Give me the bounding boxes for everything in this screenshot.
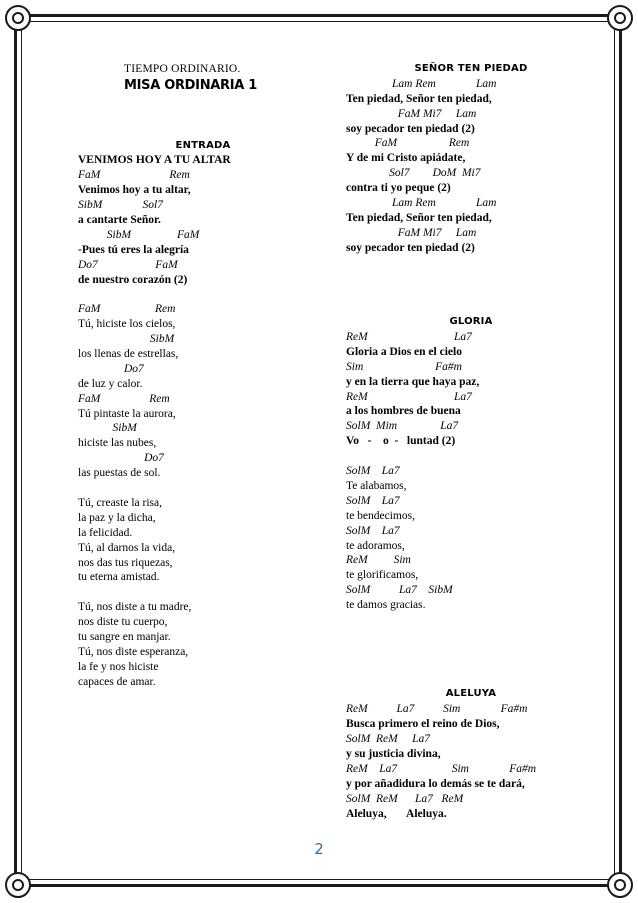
lyric-line: te glorificamos, (346, 569, 419, 582)
lyric-line: Y de mi Cristo apiádate, (346, 152, 466, 165)
chord-line: Do7 (78, 452, 164, 465)
chord-line: SolM ReM La7 ReM (346, 792, 464, 805)
lyric-line: soy pecador ten piedad (2) (346, 241, 475, 254)
lyric-line: nos diste tu cuerpo, (78, 616, 168, 629)
chord-line: SibM (78, 422, 137, 435)
chord-line: FaM Rem (78, 303, 176, 316)
blank-line (78, 287, 328, 302)
lyric-line: te bendecimos, (346, 509, 415, 522)
lyric-line: Ten piedad, Señor ten piedad, (346, 211, 492, 224)
chord-line: ReM La7 (346, 390, 472, 403)
lyric-line: Tú, creaste la risa, (78, 496, 162, 509)
liturgical-season: TIEMPO ORDINARIO. (124, 63, 241, 75)
lyric-line: Te alabamos, (346, 479, 407, 492)
section-title-aleluya: ALELUYA (445, 688, 497, 700)
chord-line: SolM Mim La7 (346, 420, 459, 433)
left-column (78, 62, 328, 690)
section-title-entrada: ENTRADA (175, 139, 231, 151)
song-entrada (78, 153, 328, 689)
lyric-line: nos das tus riquezas, (78, 556, 173, 569)
chord-line: SolM ReM La7 (346, 733, 431, 746)
lyric-line: las puestas de sol. (78, 467, 161, 480)
chord-line: Lam Rem Lam (346, 197, 497, 210)
lyric-line: y su justicia divina, (346, 747, 441, 760)
lyric-line: Aleluya, Aleluya. (346, 807, 447, 820)
song-aleluya (346, 702, 596, 821)
lyric-line: la fe y nos hiciste (78, 660, 159, 673)
chord-line: ReM Sim (346, 554, 411, 567)
blank-line (78, 481, 328, 496)
chord-line: SolM La7 SibM (346, 584, 453, 597)
corner-ornament-icon (607, 872, 633, 898)
blank-line (78, 585, 328, 600)
blank-line (346, 449, 596, 464)
lyric-line: Tú, nos diste a tu madre, (78, 601, 192, 614)
chord-line: ReM La7 Sim Fa#m (346, 762, 537, 775)
chord-line: Lam Rem Lam (346, 77, 497, 90)
chord-line: SolM La7 (346, 465, 400, 478)
chord-line: FaM Rem (346, 137, 470, 150)
chord-line: SolM La7 (346, 494, 400, 507)
lyric-line: Tú pintaste la aurora, (78, 407, 176, 420)
chord-line: Sol7 DoM Mi7 (346, 167, 481, 180)
chord-line: FaM Rem (78, 169, 190, 182)
lyric-line: tu eterna amistad. (78, 571, 160, 584)
song-gloria (346, 330, 596, 613)
lyric-line: Gloria a Dios en el cielo (346, 345, 462, 358)
lyric-line: y en la tierra que haya paz, (346, 375, 480, 388)
lyric-line: soy pecador ten piedad (2) (346, 122, 475, 135)
chord-line: SolM La7 (346, 524, 400, 537)
lyric-line: -Pues tú eres la alegría (78, 243, 189, 256)
lyric-line: Ten piedad, Señor ten piedad, (346, 92, 492, 105)
chord-line: SibM (78, 333, 175, 346)
lyric-line: te adoramos, (346, 539, 405, 552)
chord-line: Do7 FaM (78, 258, 178, 271)
lyric-line: hiciste las nubes, (78, 437, 157, 450)
corner-ornament-icon (607, 5, 633, 31)
corner-ornament-icon (5, 872, 31, 898)
chord-line: Do7 (78, 362, 144, 375)
lyric-line: a los hombres de buena (346, 405, 461, 418)
lyric-line: Tú, nos diste esperanza, (78, 645, 189, 658)
section-title-senor-ten-piedad: SEÑOR TEN PIEDAD (414, 63, 528, 74)
section-title-gloria: GLORIA (449, 316, 493, 328)
right-column (346, 62, 596, 821)
lyric-line: Tú, hiciste los cielos, (78, 318, 176, 331)
page-number: 2 (314, 840, 324, 858)
lyric-line: Tú, al darnos la vida, (78, 541, 176, 554)
chord-line: ReM La7 (346, 331, 472, 344)
lyric-line: capaces de amar. (78, 675, 156, 688)
lyric-line: los llenas de estrellas, (78, 348, 179, 361)
lyric-line: de nuestro corazón (2) (78, 273, 188, 286)
corner-ornament-icon (5, 5, 31, 31)
chord-line: FaM Rem (78, 392, 170, 405)
lyric-line: de luz y calor. (78, 377, 143, 390)
chord-line: SibM Sol7 (78, 199, 163, 212)
lyric-line: y por añadidura lo demás se te dará, (346, 777, 525, 790)
song-senor-ten-piedad (346, 77, 596, 256)
chord-line: FaM Mi7 Lam (346, 226, 477, 239)
lyric-line: la paz y la dicha, (78, 511, 156, 524)
lyric-line: contra ti yo peque (2) (346, 182, 451, 195)
chord-line: SibM FaM (78, 228, 200, 241)
lyric-line: tu sangre en manjar. (78, 630, 171, 643)
lyric-line: Venimos hoy a tu altar, (78, 184, 191, 197)
lyric-line: la felicidad. (78, 526, 133, 539)
mass-title: MISA ORDINARIA 1 (124, 77, 258, 93)
lyric-line: te damos gracias. (346, 599, 426, 612)
lyric-line: a cantarte Señor. (78, 214, 161, 227)
chord-line: ReM La7 Sim Fa#m (346, 703, 528, 716)
lyric-line: VENIMOS HOY A TU ALTAR (78, 154, 231, 167)
lyric-line: Busca primero el reino de Dios, (346, 718, 500, 731)
chord-line: Sim Fa#m (346, 360, 462, 373)
lyric-line: Vo - o - luntad (2) (346, 435, 456, 448)
chord-line: FaM Mi7 Lam (346, 107, 477, 120)
